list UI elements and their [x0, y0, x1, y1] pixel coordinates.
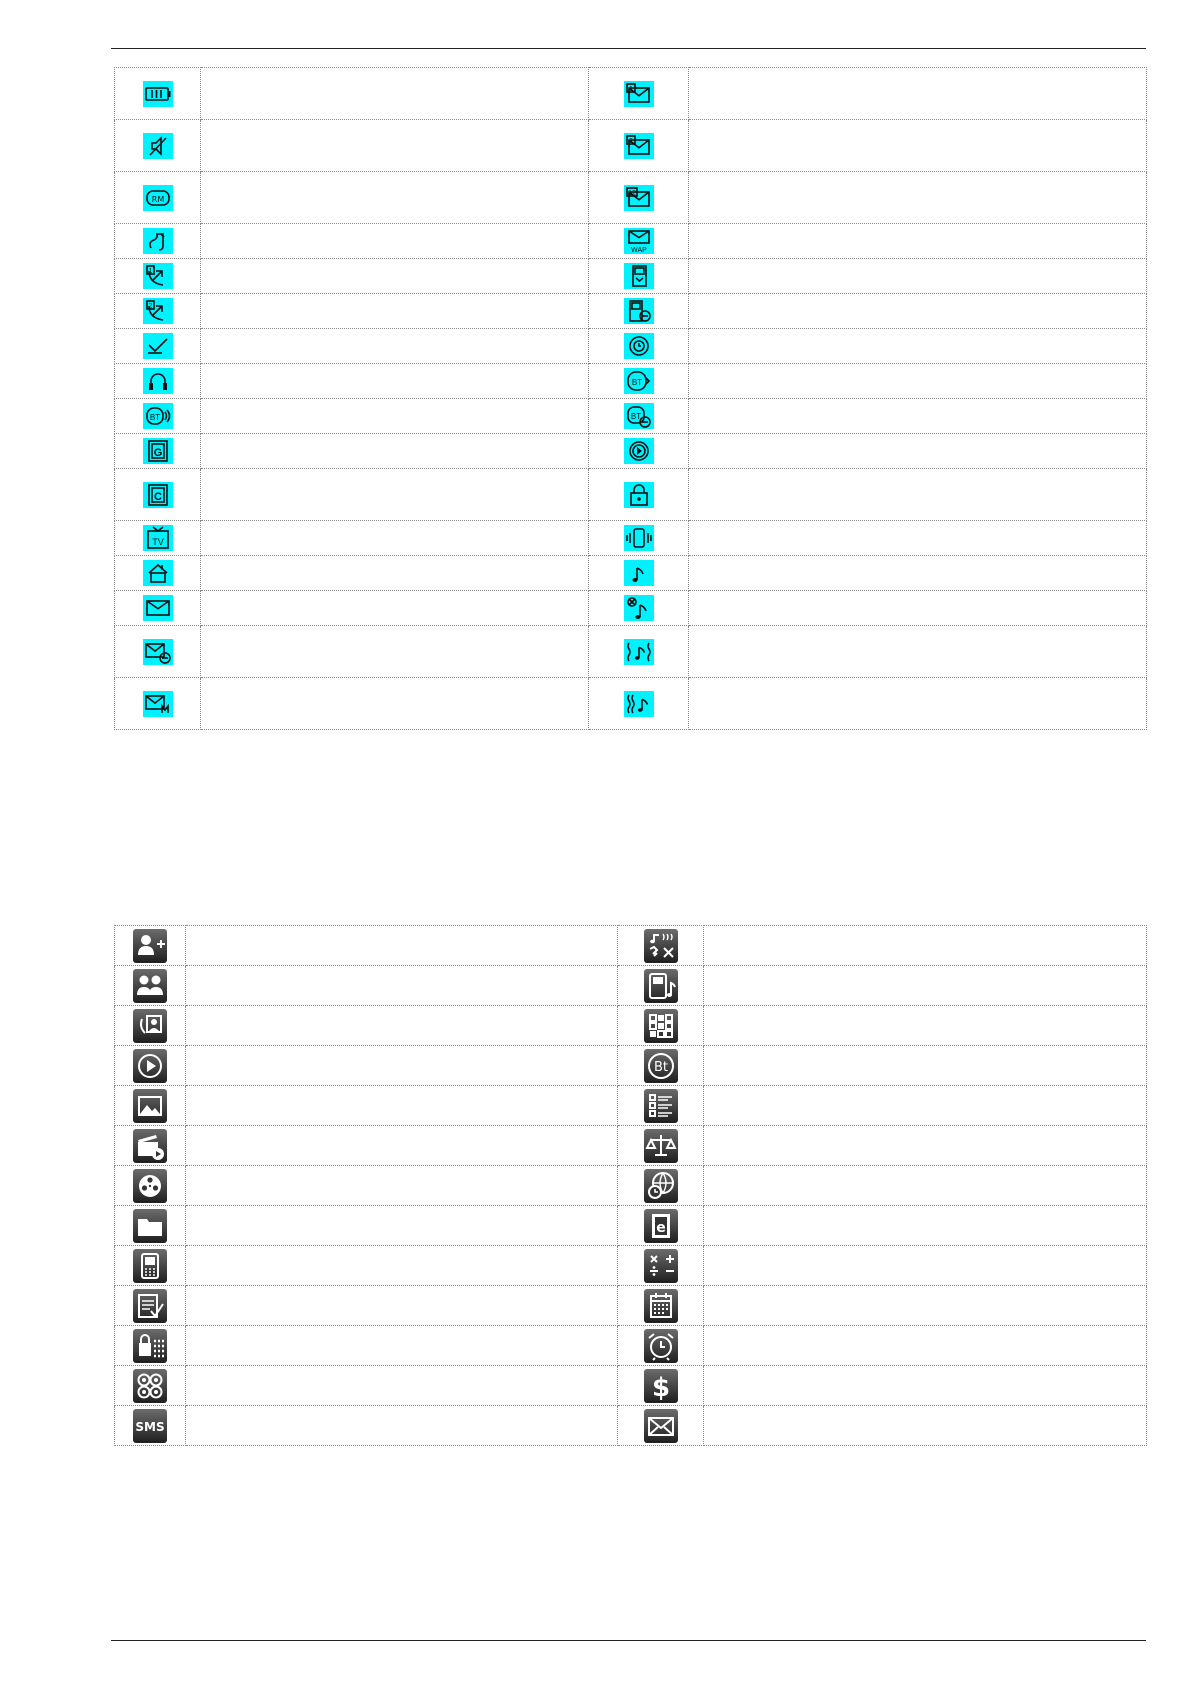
description-cell: [704, 1286, 1147, 1326]
icon-cell: [115, 1166, 186, 1206]
description-cell: [186, 926, 618, 966]
icon-cell: [618, 1006, 704, 1046]
svg-text:BT: BT: [149, 413, 160, 422]
image-viewer-icon: [133, 1089, 167, 1123]
icon-cell: [589, 678, 689, 730]
table-row: [115, 259, 1147, 294]
description-cell: [689, 259, 1147, 294]
icon-cell: [115, 1006, 186, 1046]
description-cell: [201, 364, 589, 399]
alarm-clock-icon: [624, 333, 654, 359]
icon-cell: [115, 1086, 186, 1126]
description-cell: [689, 68, 1147, 120]
description-cell: [689, 591, 1147, 626]
svg-text:C: C: [153, 490, 162, 503]
table-row: [115, 926, 1147, 966]
icon-cell: [115, 591, 201, 626]
svg-text:12: 12: [627, 189, 636, 197]
keypad-lock-icon: [624, 482, 654, 508]
icon-cell: [115, 626, 201, 678]
wap-message-icon: [624, 228, 654, 254]
description-cell: [689, 399, 1147, 434]
svg-text:1: 1: [148, 268, 152, 275]
description-cell: [689, 294, 1147, 329]
icon-cell: [589, 434, 689, 469]
email-icon: [644, 1409, 678, 1443]
icon-cell: [618, 1366, 704, 1406]
ebook-icon: [644, 1209, 678, 1243]
icon-cell: [115, 1246, 186, 1286]
mms-icon: [624, 263, 654, 289]
description-cell: [201, 120, 589, 172]
description-cell: [186, 966, 618, 1006]
tv-icon: [143, 525, 173, 551]
icon-cell: [618, 1206, 704, 1246]
gprs-icon: [143, 438, 173, 464]
icon-cell: [115, 469, 201, 521]
svg-text:RM: RM: [151, 194, 164, 204]
icon-cell: [589, 591, 689, 626]
description-cell: [689, 556, 1147, 591]
table-row: [115, 521, 1147, 556]
status-icons-table: [114, 67, 1147, 730]
table-row: [115, 1046, 1147, 1086]
icon-cell: [589, 294, 689, 329]
task-list-icon: [644, 1089, 678, 1123]
table-row: [115, 469, 1147, 521]
icon-cell: [589, 469, 689, 521]
dual-sim-message-icon: [624, 185, 654, 211]
svg-text:1: 1: [628, 85, 633, 93]
table-row: [115, 1126, 1147, 1166]
icon-cell: [589, 68, 689, 120]
calendar-icon: [644, 1289, 678, 1323]
description-cell: [186, 1326, 618, 1366]
icon-cell: [115, 1206, 186, 1246]
svg-text:BT: BT: [631, 378, 642, 387]
alarm-icon: [644, 1329, 678, 1363]
mms-full-icon: [624, 298, 654, 324]
missed-call-icon: [143, 333, 173, 359]
table-row: [115, 1206, 1147, 1246]
description-cell: [201, 678, 589, 730]
icon-cell: [115, 434, 201, 469]
icon-cell: [618, 1246, 704, 1286]
svg-text:$: $: [651, 1372, 670, 1403]
roaming-icon: [143, 185, 173, 211]
svg-text:G: G: [153, 447, 162, 459]
table-row: [115, 329, 1147, 364]
description-cell: [201, 294, 589, 329]
icon-cell: [618, 926, 704, 966]
description-cell: [689, 329, 1147, 364]
icon-cell: [589, 259, 689, 294]
icon-cell: [618, 1086, 704, 1126]
description-cell: [201, 521, 589, 556]
sim2-message-icon: [624, 133, 654, 159]
icon-cell: [589, 556, 689, 591]
description-cell: [704, 1086, 1147, 1126]
table-row: [115, 172, 1147, 224]
vibrate-icon: [624, 525, 654, 551]
sms-icon: [133, 1409, 167, 1443]
description-cell: [704, 966, 1147, 1006]
call-log-icon: [133, 1009, 167, 1043]
message-memory-full-icon: [143, 691, 173, 717]
icon-cell: [618, 1046, 704, 1086]
icon-cell: [115, 259, 201, 294]
description-cell: [704, 1246, 1147, 1286]
icon-cell: [115, 399, 201, 434]
table-row: [115, 434, 1147, 469]
description-cell: [704, 1206, 1147, 1246]
phone-settings-icon: [133, 1249, 167, 1283]
add-contact-icon: [133, 929, 167, 963]
icon-cell: [589, 399, 689, 434]
contacts-icon: [133, 969, 167, 1003]
bluetooth-connected-icon: [624, 368, 654, 394]
svg-text:SMS: SMS: [135, 1419, 165, 1434]
table-row: [115, 68, 1147, 120]
svg-text:2: 2: [628, 137, 633, 145]
message-full-icon: [143, 639, 173, 665]
description-cell: [186, 1366, 618, 1406]
description-cell: [186, 1286, 618, 1326]
notes-icon: [133, 1289, 167, 1323]
description-cell: [689, 172, 1147, 224]
bluetooth-off-icon: [624, 403, 654, 429]
table-row: [115, 1286, 1147, 1326]
dual-sim-settings-icon: [133, 1369, 167, 1403]
world-clock-icon: [644, 1169, 678, 1203]
icon-cell: [115, 521, 201, 556]
new-message-icon: [143, 595, 173, 621]
table-row: [115, 364, 1147, 399]
description-cell: [186, 1046, 618, 1086]
description-cell: [689, 626, 1147, 678]
icon-cell: [115, 68, 201, 120]
table-row: [115, 556, 1147, 591]
description-cell: [186, 1126, 618, 1166]
table-row: [115, 294, 1147, 329]
icon-cell: [618, 1326, 704, 1366]
icon-cell: [589, 120, 689, 172]
table-row: [115, 399, 1147, 434]
menu-icons-table: [114, 925, 1147, 1446]
icon-cell: [115, 224, 201, 259]
svg-text:e: e: [655, 1219, 666, 1236]
icon-cell: [115, 556, 201, 591]
description-cell: [201, 399, 589, 434]
description-cell: [201, 259, 589, 294]
media-play-icon: [624, 438, 654, 464]
table-row: [115, 1086, 1147, 1126]
table-row: [115, 678, 1147, 730]
icon-cell: [115, 1366, 186, 1406]
table-row: [115, 1006, 1147, 1046]
sim1-message-icon: [624, 81, 654, 107]
icon-cell: [589, 224, 689, 259]
description-cell: [689, 521, 1147, 556]
footer-rule: [111, 1640, 1146, 1641]
icon-cell: [618, 1406, 704, 1446]
unit-converter-icon: [644, 1129, 678, 1163]
vibrate-then-ring-icon: [624, 691, 654, 717]
icon-cell: [115, 1046, 186, 1086]
silent-icon: [143, 133, 173, 159]
description-cell: [201, 556, 589, 591]
description-cell: [186, 1086, 618, 1126]
table-row: [115, 626, 1147, 678]
icon-cell: [115, 172, 201, 224]
icon-cell: [618, 966, 704, 1006]
description-cell: [186, 1206, 618, 1246]
icon-cell: [589, 172, 689, 224]
description-cell: [201, 591, 589, 626]
description-cell: [704, 1406, 1147, 1446]
icon-cell: [618, 1126, 704, 1166]
description-cell: [201, 224, 589, 259]
icon-cell: [589, 626, 689, 678]
table-row: [115, 591, 1147, 626]
icon-cell: [115, 1326, 186, 1366]
profiles-icon: [644, 929, 678, 963]
description-cell: [689, 120, 1147, 172]
call-divert-icon: [143, 228, 173, 254]
video-player-icon: [133, 1169, 167, 1203]
description-cell: [186, 1006, 618, 1046]
icon-cell: [618, 1286, 704, 1326]
bluetooth-on-icon: [143, 403, 173, 429]
svg-text:BT: BT: [630, 412, 641, 421]
icon-cell: [589, 364, 689, 399]
description-cell: [201, 172, 589, 224]
table-row: [115, 1406, 1147, 1446]
applications-grid-icon: [644, 1009, 678, 1043]
description-cell: [704, 926, 1147, 966]
description-cell: [689, 678, 1147, 730]
description-cell: [704, 1326, 1147, 1366]
svg-text:TV: TV: [151, 537, 164, 547]
description-cell: [704, 1006, 1147, 1046]
icon-cell: [618, 1166, 704, 1206]
media-player-icon: [133, 1049, 167, 1083]
headset-icon: [143, 368, 173, 394]
icon-cell: [115, 1286, 186, 1326]
vibrate-and-ring-icon: [624, 639, 654, 665]
ringtone-composer-icon: [644, 969, 678, 1003]
svg-text:Bt: Bt: [653, 1059, 668, 1075]
video-recorder-icon: [133, 1129, 167, 1163]
icon-cell: [115, 294, 201, 329]
description-cell: [689, 434, 1147, 469]
icon-cell: [115, 120, 201, 172]
description-cell: [704, 1126, 1147, 1166]
description-cell: [201, 469, 589, 521]
icon-cell: [589, 521, 689, 556]
table-row: [115, 1366, 1147, 1406]
description-cell: [186, 1406, 618, 1446]
calculator-icon: [644, 1249, 678, 1283]
currency-converter-icon: [644, 1369, 678, 1403]
icon-cell: [115, 926, 186, 966]
file-manager-icon: [133, 1209, 167, 1243]
icon-cell: [589, 329, 689, 364]
description-cell: [704, 1366, 1147, 1406]
table-row: [115, 120, 1147, 172]
security-settings-icon: [133, 1329, 167, 1363]
description-cell: [704, 1046, 1147, 1086]
description-cell: [186, 1246, 618, 1286]
bluetooth-menu-icon: [644, 1049, 678, 1083]
home-icon: [143, 560, 173, 586]
icon-cell: [115, 1126, 186, 1166]
svg-text:WAP: WAP: [630, 247, 647, 254]
header-rule: [111, 48, 1146, 49]
icon-cell: [115, 364, 201, 399]
ring-icon: [624, 560, 654, 586]
table-row: [115, 966, 1147, 1006]
description-cell: [186, 1166, 618, 1206]
icon-cell: [115, 329, 201, 364]
description-cell: [201, 329, 589, 364]
description-cell: [201, 68, 589, 120]
description-cell: [201, 626, 589, 678]
missed-call-sim2-icon: [143, 298, 173, 324]
description-cell: [689, 364, 1147, 399]
table-row: [115, 1326, 1147, 1366]
table-row: [115, 224, 1147, 259]
icon-cell: [115, 678, 201, 730]
gprs-connected-icon: [143, 482, 173, 508]
description-cell: [689, 469, 1147, 521]
description-cell: [704, 1166, 1147, 1206]
table-row: [115, 1246, 1147, 1286]
description-cell: [201, 434, 589, 469]
svg-text:2: 2: [148, 303, 152, 310]
missed-call-sim1-icon: [143, 263, 173, 289]
description-cell: [689, 224, 1147, 259]
ring-off-icon: [624, 595, 654, 621]
icon-cell: [115, 966, 186, 1006]
battery-icon: [143, 81, 173, 107]
table-row: [115, 1166, 1147, 1206]
icon-cell: [115, 1406, 186, 1446]
